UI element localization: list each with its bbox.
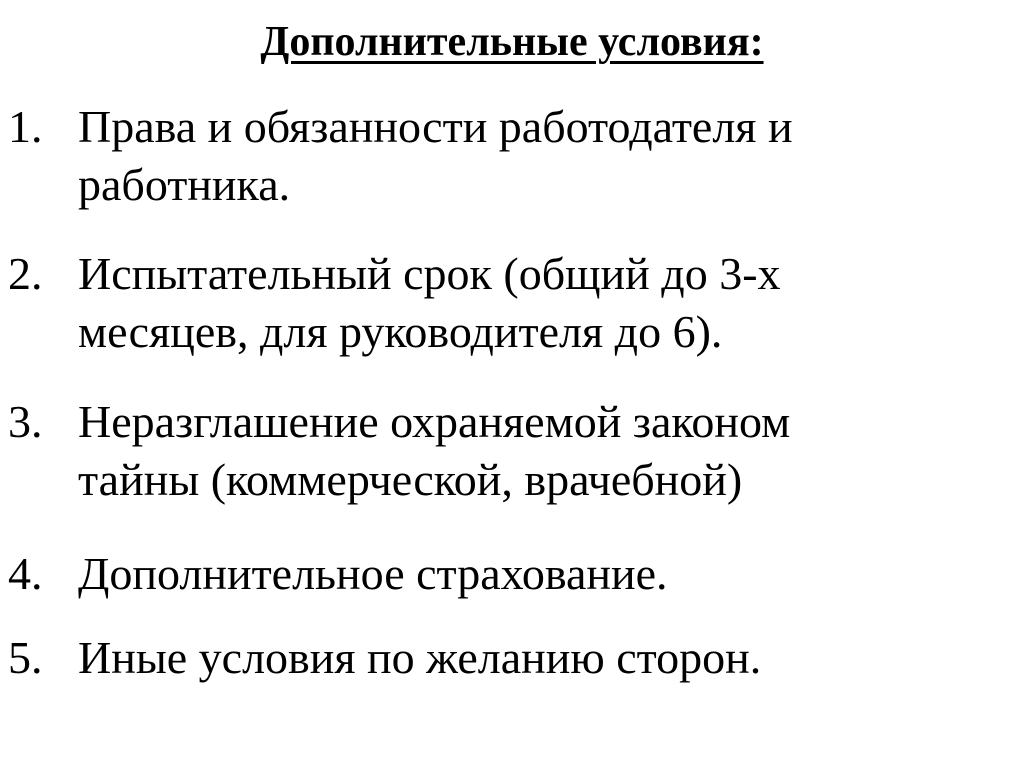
list-item-number: 4.: [8, 548, 43, 599]
list-item-line: работника.: [78, 159, 291, 210]
list-item-line: Иные условия по желанию сторон.: [78, 632, 762, 683]
list-item-number: 3.: [8, 396, 43, 447]
list-item-line: Права и обязанности работодателя и: [78, 101, 793, 152]
list-item-number: 2.: [8, 248, 43, 299]
list-item-text: [78, 245, 998, 361]
slide-title: [0, 16, 1024, 68]
list-item-line: Неразглашение охраняемой законом: [78, 396, 791, 447]
list-item-number: 5.: [8, 632, 43, 683]
list-item-line: месяцев, для руководителя до 6).: [78, 306, 723, 357]
list-item-text: [78, 98, 998, 214]
slide-title-text: Дополнительные условия:: [260, 19, 764, 65]
list-item-text: [78, 545, 998, 603]
list-item-line: Дополнительное страхование.: [78, 548, 668, 599]
list-item-text: [78, 629, 998, 687]
list-item-text: [78, 393, 998, 509]
list-item-line: Испытательный срок (общий до 3-х: [78, 248, 781, 299]
list-item-line: тайны (коммерческой, врачебной): [78, 454, 743, 505]
list-item-number: 1.: [8, 101, 43, 152]
